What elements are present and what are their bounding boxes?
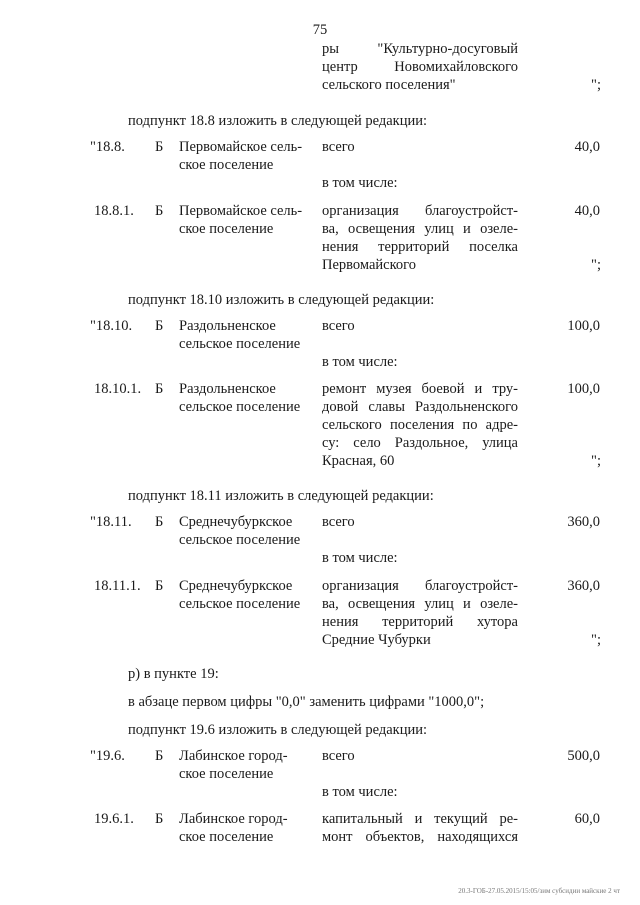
sub-row-closing: "; (591, 453, 601, 469)
row-number: "19.6. (90, 748, 125, 764)
sub-row-description: организация благоустройст- ва, освещения улиц и озеле- нения территорий поселка Первомайского (322, 203, 518, 273)
sub-row-settlement-name: Раздольненское сельское поселение (179, 381, 301, 415)
including-label: в том числе: (322, 550, 398, 566)
sub-row-number: 19.6.1. (94, 811, 134, 827)
point-19-heading: р) в пункте 19: (128, 666, 219, 682)
point-19-paragraph: в абзаце первом цифры "0,0" заменить цифрами "1000,0"; (128, 694, 485, 710)
instruction-19-6: подпункт 19.6 изложить в следующей редакции: (128, 722, 428, 738)
prev-entry-description: ры "Культурно-досуговый центр Новомихайловского сельского поселения" (322, 41, 518, 93)
sub-row-closing: "; (591, 257, 601, 273)
sub-row-settlement-name: Лабинское город- ское поселение (179, 811, 288, 845)
sub-row-amount: 40,0 (574, 203, 600, 219)
row-total-label: всего (322, 748, 355, 764)
prev-entry-closing: "; (591, 77, 601, 93)
row-amount: 360,0 (567, 514, 600, 530)
row-amount: 40,0 (574, 139, 600, 155)
row-settlement-name: Первомайское сель- ское поселение (179, 139, 303, 173)
instruction-18-8: подпункт 18.8 изложить в следующей редакции: (128, 113, 428, 129)
sub-row-code: Б (155, 811, 164, 827)
instruction-18-10: подпункт 18.10 изложить в следующей редакции: (128, 292, 435, 308)
row-total-label: всего (322, 514, 355, 530)
sub-row-description: ремонт музея боевой и тру- довой славы Раздольненского сельского поселения по адре- су: село Раздольное, улица Красная, 60 (322, 381, 518, 469)
sub-row-code: Б (155, 381, 164, 397)
sub-row-settlement-name: Среднечубуркское сельское поселение (179, 578, 301, 612)
row-total-label: всего (322, 318, 355, 334)
sub-row-code: Б (155, 578, 164, 594)
including-label: в том числе: (322, 354, 398, 370)
row-code: Б (155, 139, 164, 155)
sub-row-number: 18.8.1. (94, 203, 134, 219)
sub-row-code: Б (155, 203, 164, 219)
instruction-18-11: подпункт 18.11 изложить в следующей редакции: (128, 488, 434, 504)
row-settlement-name: Лабинское город- ское поселение (179, 748, 288, 782)
row-number: "18.8. (90, 139, 125, 155)
row-settlement-name: Среднечубуркское сельское поселение (179, 514, 301, 548)
row-amount: 500,0 (567, 748, 600, 764)
sub-row-closing: "; (591, 632, 601, 648)
including-label: в том числе: (322, 784, 398, 800)
row-number: "18.11. (90, 514, 132, 530)
sub-row-settlement-name: Первомайское сель- ское поселение (179, 203, 303, 237)
sub-row-amount: 60,0 (574, 811, 600, 827)
row-total-label: всего (322, 139, 355, 155)
page-number: 75 (312, 22, 328, 38)
row-number: "18.10. (90, 318, 133, 334)
sub-row-number: 18.11.1. (94, 578, 141, 594)
sub-row-number: 18.10.1. (94, 381, 142, 397)
row-code: Б (155, 514, 164, 530)
including-label: в том числе: (322, 175, 398, 191)
sub-row-description: капитальный и текущий ре- монт объектов, находящихся (322, 811, 518, 845)
sub-row-amount: 360,0 (567, 578, 600, 594)
row-code: Б (155, 748, 164, 764)
row-code: Б (155, 318, 164, 334)
sub-row-description: организация благоустройст- ва, освещения улиц и озеле- нения территорий хутора Средние Чубурки (322, 578, 518, 648)
row-settlement-name: Раздольненское сельское поселение (179, 318, 301, 352)
row-amount: 100,0 (567, 318, 600, 334)
document-footer-code: 20.3-ГОБ-27.05.2015/15:05/зим субсидии майские 2 чт (458, 887, 620, 895)
sub-row-amount: 100,0 (567, 381, 600, 397)
